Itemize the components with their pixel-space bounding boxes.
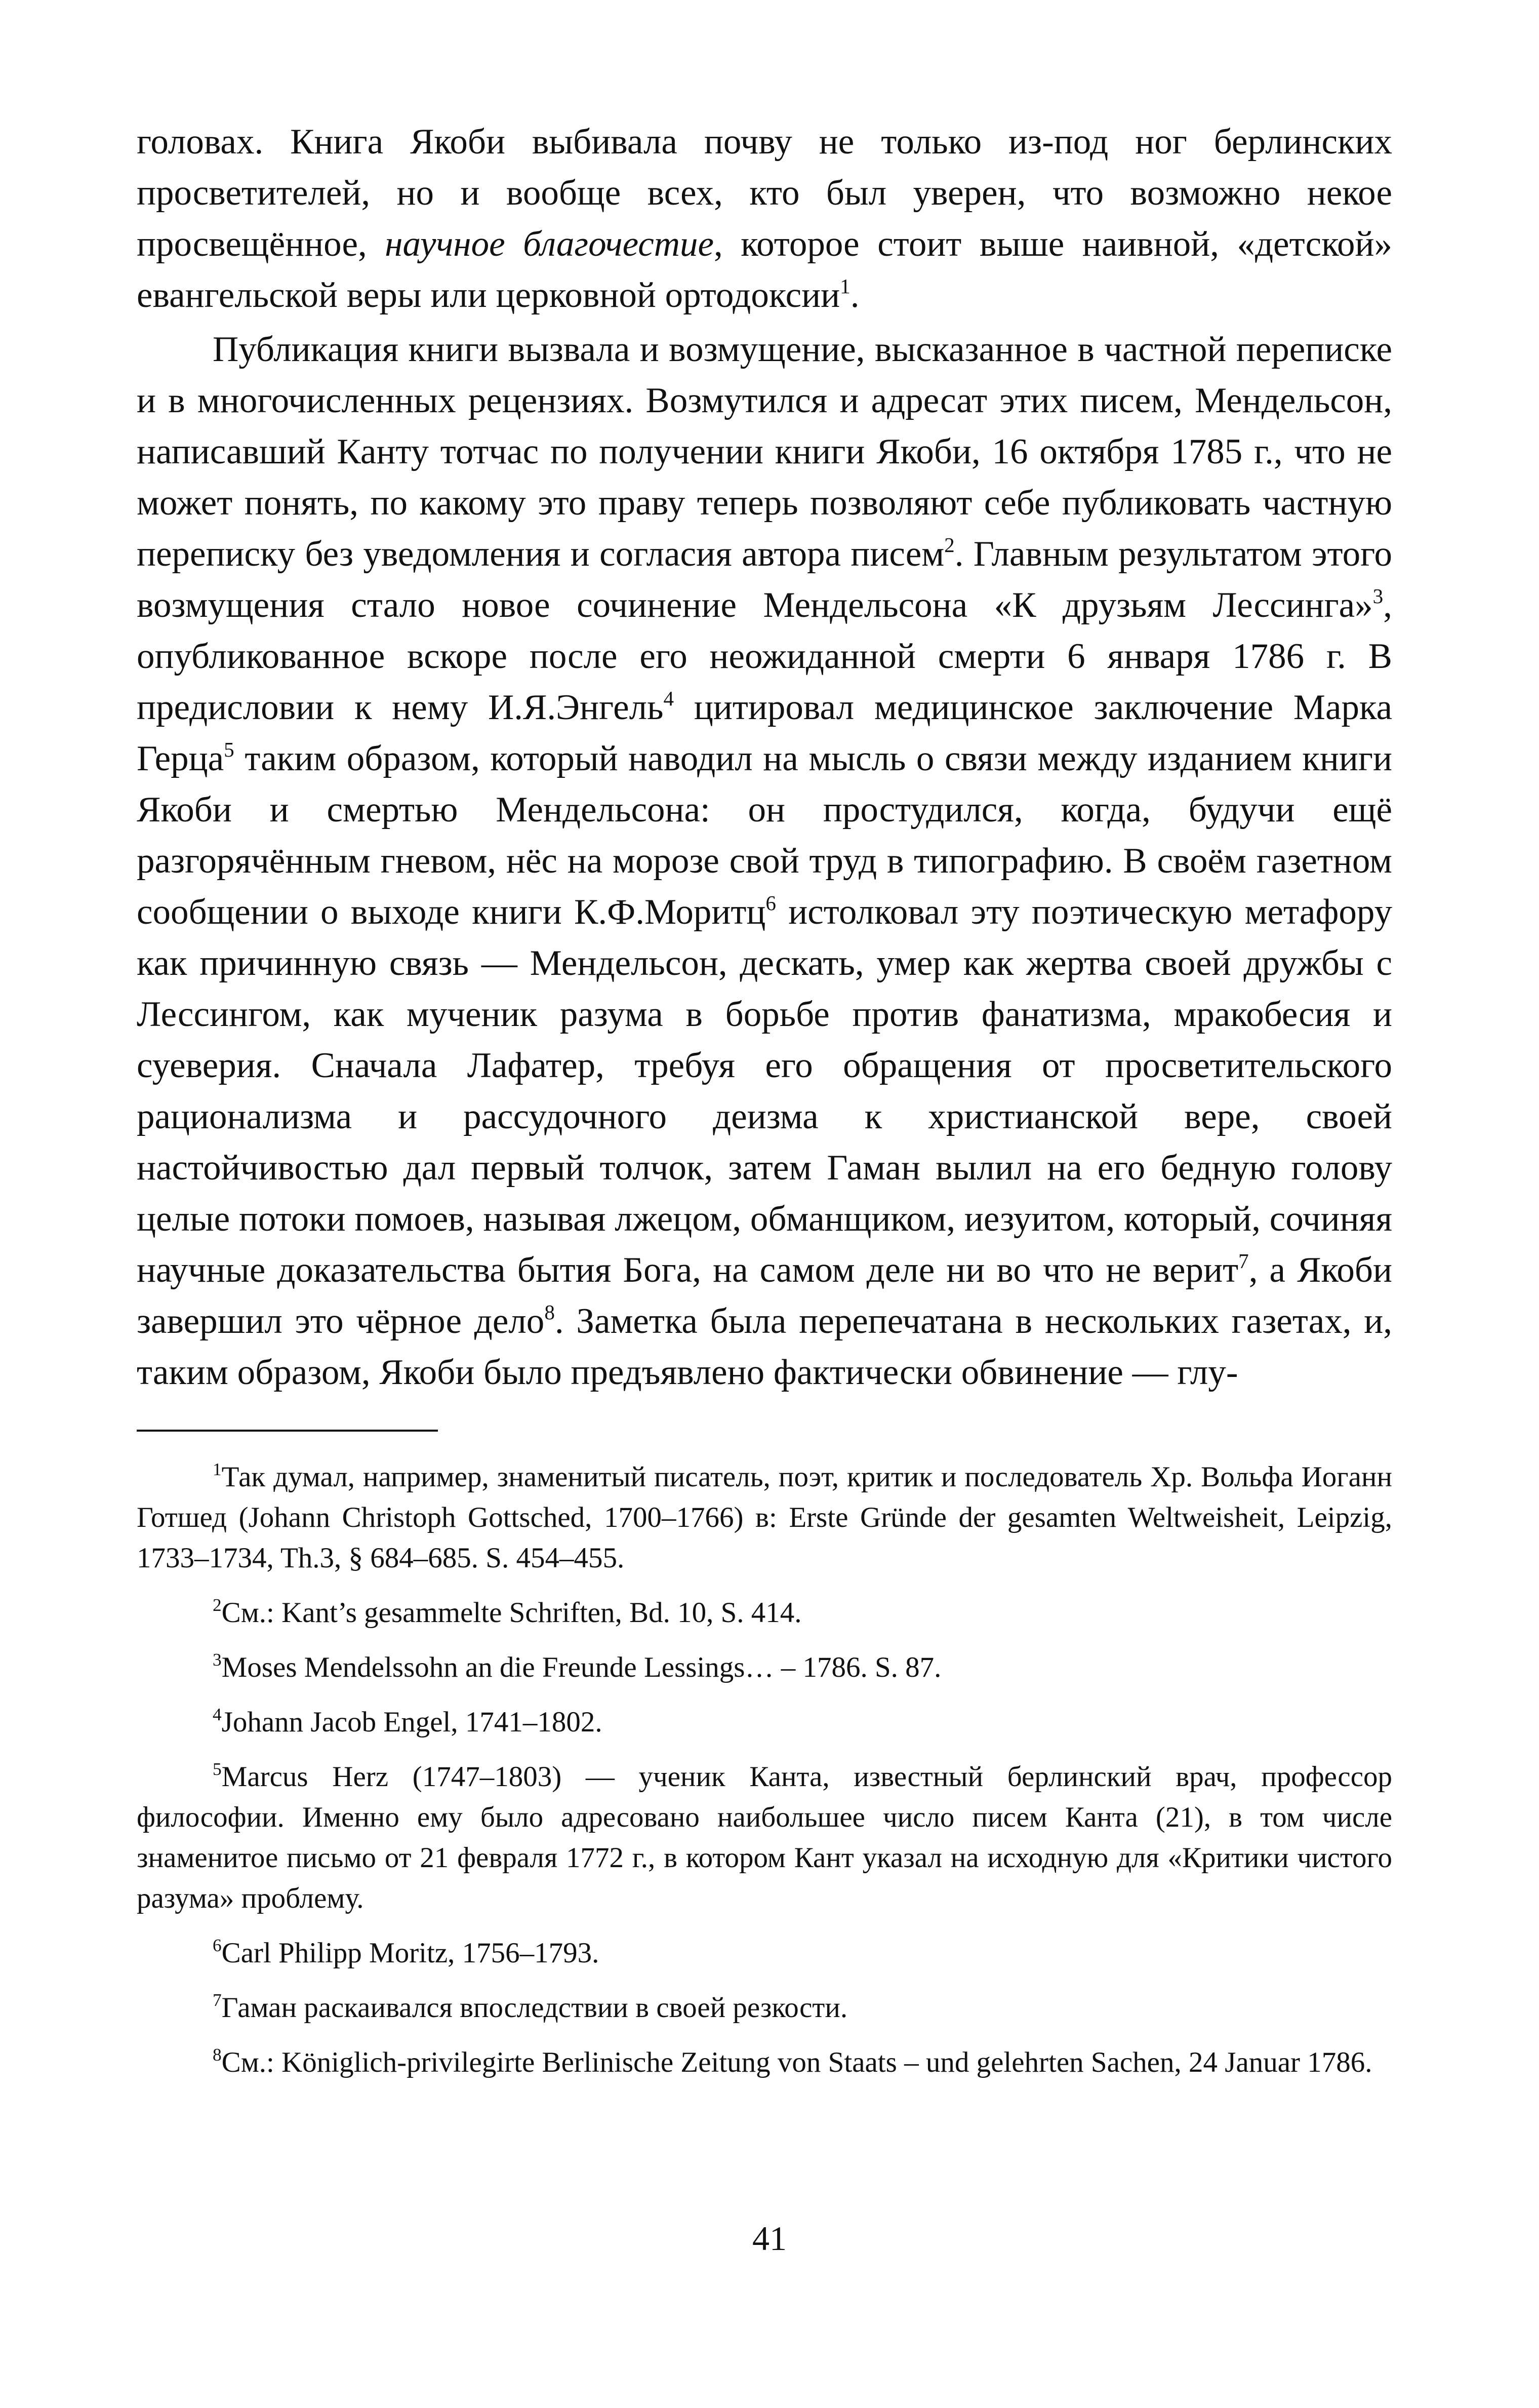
paragraph-1-text-a: головах. Книга Якоби выбивала почву не только из-под ног берлинских просветителей, но и вообще всех, кто был уверен, что возможно некое просвещённое, (137, 122, 1392, 264)
footnote-5 (137, 1757, 1392, 1919)
paragraph-2-text-2: . Главным результатом этого возмущения стало новое сочинение Мендельсона «К друзьям Лессинга» (137, 534, 1392, 625)
footnote-number: 7 (213, 1990, 222, 2010)
footnote-number: 6 (213, 1936, 222, 1956)
paragraph-1-text-c: . (850, 275, 860, 315)
footnote-4 (137, 1702, 1392, 1743)
footnote-divider (137, 1430, 438, 1432)
footnote-6 (137, 1933, 1392, 1973)
footnote-number: 3 (213, 1650, 222, 1670)
paragraph-1-text-b: , которое стоит выше наивной, «детской» евангельской веры или церковной ортодоксии (137, 224, 1392, 315)
footnote-number: 2 (213, 1595, 222, 1615)
footnote-ref-2: 2 (944, 533, 955, 557)
footnote-3 (137, 1647, 1392, 1688)
footnote-text: См.: Kant’s gesammelte Schriften, Bd. 10, S. 414. (221, 1597, 802, 1629)
page-number: 41 (752, 2219, 787, 2258)
footnote-text: Так думал, например, знаменитый писатель, поэт, критик и последователь Хр. Вольфа Иоганн Готшед (Johann Christoph Gottsched, 1700–1766) в: Erste Gründe der gesamten Weltweisheit, Leipzig, 1733–1734, Th.3, § 684–685. S. 454–455. (137, 1461, 1392, 1574)
footnote-ref-4: 4 (663, 687, 674, 710)
book-page (137, 116, 1392, 2097)
footnote-ref-7: 7 (1238, 1249, 1249, 1273)
footnote-ref-6: 6 (765, 891, 776, 915)
footnotes (137, 1457, 1392, 2083)
footnote-text: Johann Jacob Engel, 1741–1802. (221, 1706, 602, 1738)
footnote-ref-5: 5 (224, 738, 234, 762)
paragraph-1 (137, 116, 1392, 321)
footnote-text: См.: Königlich-privilegirte Berlinische Zeitung von Staats – und gelehrten Sachen, 24 Januar 1786. (221, 2046, 1372, 2078)
footnote-8 (137, 2042, 1392, 2083)
footnote-1 (137, 1457, 1392, 1578)
footnote-text: Гаман раскаивался впоследствии в своей резкости. (221, 1992, 848, 2024)
paragraph-2-text-6: истолковал эту поэтическую метафору как причинную связь — Мендельсон, дескать, умер как жертва своей дружбы с Лессингом, как мученик разума в борьбе против фанатизма, мракобесия и суеверия. Сначала Лафатер, требуя его обращения от просветительского рационализма и рассудочного деизма к христианской вере, своей настойчивостью дал первый толчок, затем Гаман вылил на его бедную голову целые потоки помоев, называя лжецом, обманщиком, иезуитом, который, сочиняя научные доказательства бытия Бога, на самом деле ни во что не верит (137, 892, 1392, 1290)
paragraph-2 (137, 324, 1392, 1398)
paragraph-2-text-7: , а Якоби завершил это чёрное дело (137, 1250, 1392, 1341)
footnote-text: Carl Philipp Moritz, 1756–1793. (221, 1937, 599, 1969)
footnote-number: 4 (213, 1705, 222, 1725)
footnote-ref-8: 8 (544, 1300, 555, 1324)
paragraph-2-text-4: цитировал медицинское заключение Марка Герца (137, 688, 1392, 778)
footnote-7 (137, 1988, 1392, 2028)
footnote-ref-1: 1 (840, 274, 850, 298)
paragraph-2-text-5: таким образом, который наводил на мысль о связи между изданием книги Якоби и смертью Мендельсона: он простудился, когда, будучи ещё разгорячённым гневом, нёс на морозе свой труд в типографию. В своём газетном сообщении о выходе книги К.Ф.Моритц (137, 739, 1392, 932)
footnote-number: 1 (213, 1459, 222, 1480)
footnote-text: Moses Mendelssohn an die Freunde Lessings… – 1786. S. 87. (221, 1651, 942, 1683)
footnote-ref-3: 3 (1372, 584, 1384, 608)
footnote-number: 8 (213, 2045, 222, 2065)
italic-phrase: научное благочестие (385, 224, 714, 264)
footnote-number: 5 (213, 1759, 222, 1780)
footnote-text: Marcus Herz (1747–1803) — ученик Канта, известный берлинский врач, профессор философии. Именно ему было адресовано наибольшее число писем Канта (21), в том числе знаменитое письмо от 21 февраля 1772 г., в котором Кант указал на исходную для «Критики чистого разума» проблему. (137, 1761, 1392, 1914)
footnote-2 (137, 1593, 1392, 1633)
paragraph-2-text-1: Публикация книги вызвала и возмущение, высказанное в частной переписке и в многочисленных рецензиях. Возмутился и адресат этих писем, Мендельсон, написавший Канту тотчас по получении книги Якоби, 16 октября 1785 г., что не может понять, по какому это праву теперь позволяют себе публиковать частную переписку без уведомления и согласия автора писем (137, 330, 1392, 574)
paragraph-2-text-8: . Заметка была перепечатана в нескольких газетах, и, таким образом, Якоби было предъявлено фактически обвинение — глу- (137, 1301, 1392, 1392)
paragraph-2-text-3: , опубликованное вскоре после его неожиданной смерти 6 января 1786 г. В предисловии к нему И.Я.Энгель (137, 585, 1392, 727)
main-text (137, 116, 1392, 1398)
